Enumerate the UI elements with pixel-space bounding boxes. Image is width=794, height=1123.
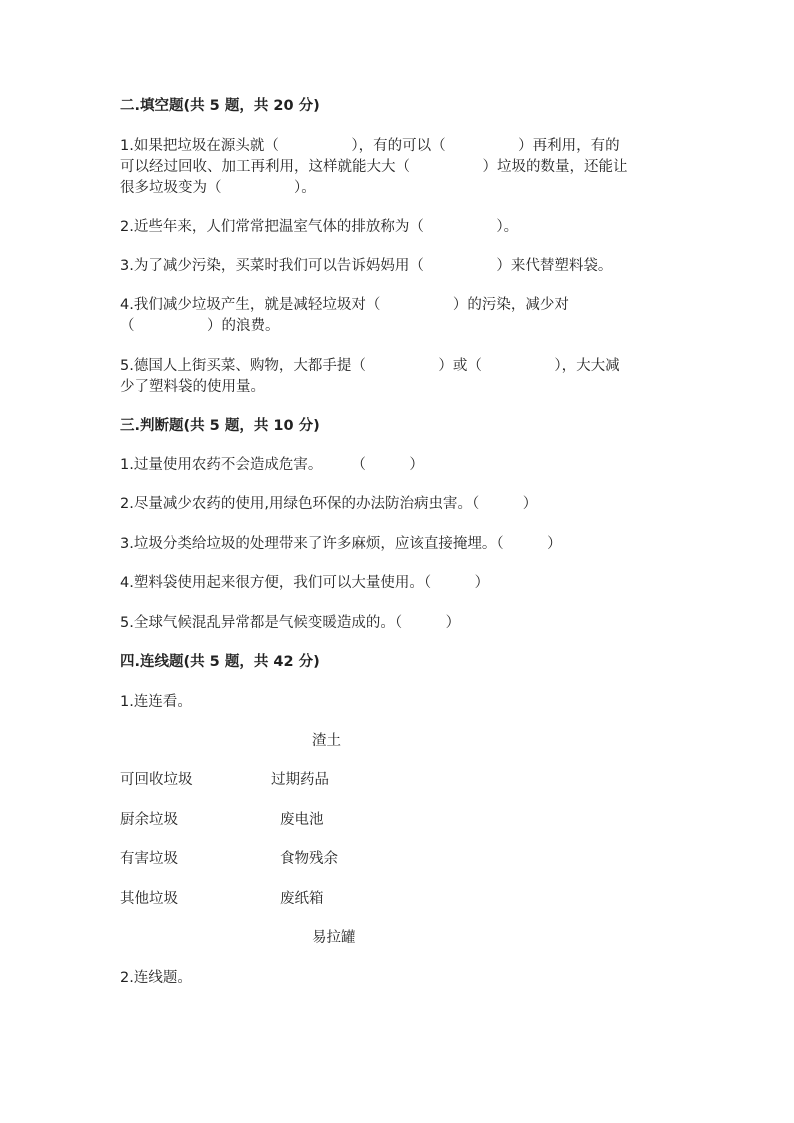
match-item: 食物残余 [280,851,338,867]
s3-q2: 2.尽量减少农药的使用,用绿色环保的办法防治病虫害。（ ） [120,496,538,512]
match-category: 有害垃圾 [120,851,178,867]
s2-q4-line1: 4.我们减少垃圾产生，就是减轻垃圾对（ ）的污染，减少对 [120,297,569,313]
s2-q1-line1: 1.如果把垃圾在源头就（ ），有的可以（ ）再利用，有的 [120,138,620,154]
match-category: 其他垃圾 [120,891,178,907]
s3-q4: 4.塑料袋使用起来很方便，我们可以大量使用。（ ） [120,575,490,591]
match-item: 过期药品 [271,772,329,788]
section2-heading: 二.填空题(共 5 题，共 20 分) [120,98,320,114]
s3-q3: 3.垃圾分类给垃圾的处理带来了许多麻烦，应该直接掩埋。（ ） [120,536,562,552]
s3-q1: 1.过量使用农药不会造成危害。 （ ） [120,457,424,473]
s4-q2-label: 2.连线题。 [120,970,192,986]
match-item: 废电池 [280,812,324,828]
section4-heading: 四.连线题(共 5 题，共 42 分) [120,654,320,670]
section3-heading: 三.判断题(共 5 题，共 10 分) [120,418,320,434]
s2-q2: 2.近些年来，人们常常把温室气体的排放称为（ ）。 [120,219,519,235]
s2-q5-line1: 5.德国人上街买菜、购物，大都手提（ ）或（ ），大大减 [120,358,620,374]
s2-q4-line2: （ ）的浪费。 [120,318,280,334]
match-item: 废纸箱 [280,891,324,907]
s4-q1-label: 1.连连看。 [120,694,192,710]
s2-q3: 3.为了减少污染，买菜时我们可以告诉妈妈用（ ）来代替塑料袋。 [120,258,613,274]
s2-q5-line2: 少了塑料袋的使用量。 [120,379,265,395]
match-item: 渣土 [312,733,341,749]
match-item: 易拉罐 [312,930,356,946]
match-category: 可回收垃圾 [120,772,193,788]
s3-q5: 5.全球气候混乱异常都是气候变暖造成的。（ ） [120,615,461,631]
match-category: 厨余垃圾 [120,812,178,828]
s2-q1-line3: 很多垃圾变为（ ）。 [120,180,316,196]
s2-q1-line2: 可以经过回收、加工再利用，这样就能大大（ ）垃圾的数量，还能让 [120,159,628,175]
